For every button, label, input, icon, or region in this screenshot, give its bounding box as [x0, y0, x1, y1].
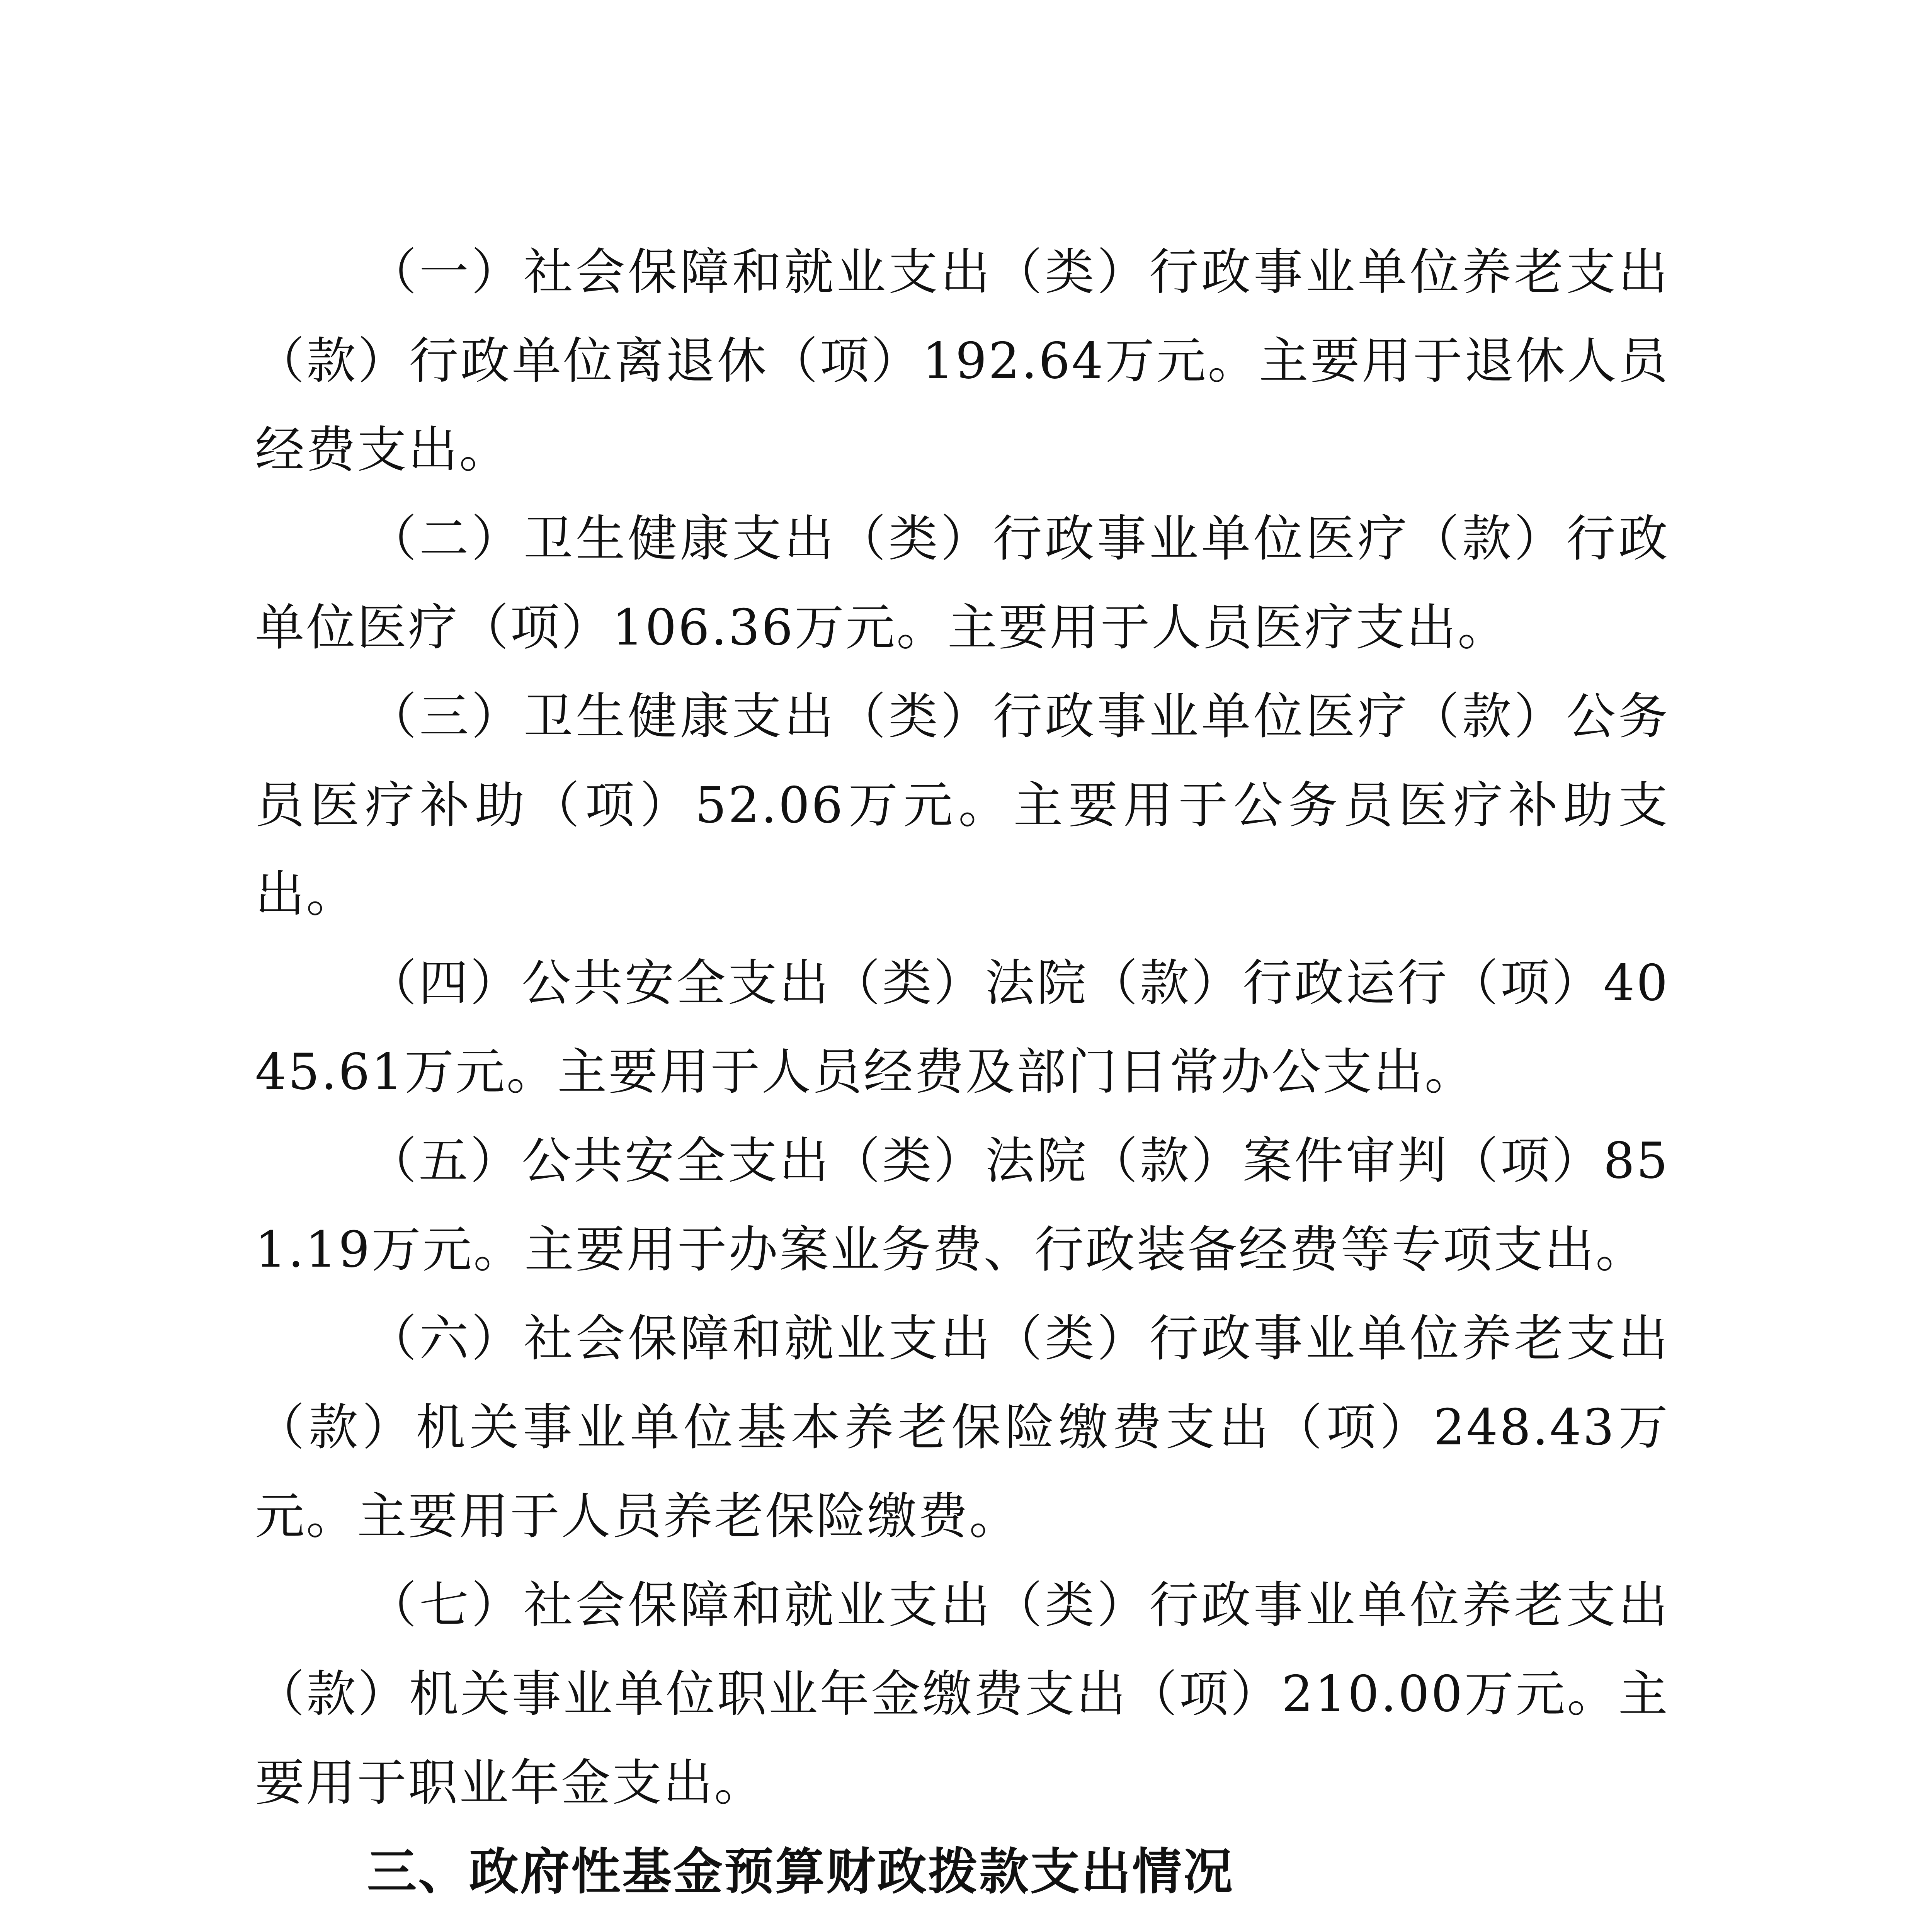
page-body	[255, 228, 1669, 1932]
paragraph-item-5: （五）公共安全支出（类）法院（款）案件审判（项）851.19万元。主要用于办案业务费、行政装备经费等专项支出。	[255, 1132, 1669, 1279]
paragraph-government-fund	[255, 1917, 1669, 1932]
paragraph-item-3: （三）卫生健康支出（类）行政事业单位医疗（款）公务员医疗补助（项）52.06万元。主要用于公务员医疗补助支出。	[255, 688, 1669, 923]
paragraph-item-4: （四）公共安全支出（类）法院（款）行政运行（项）4045.61万元。主要用于人员经费及部门日常办公支出。	[255, 954, 1669, 1101]
paragraph-item-1: （一）社会保障和就业支出（类）行政事业单位养老支出（款）行政单位离退休（项）192.64万元。主要用于退休人员经费支出。	[255, 243, 1669, 479]
section-heading-3: 三、政府性基金预算财政拨款支出情况	[367, 1843, 1235, 1901]
paragraph-item-6: （六）社会保障和就业支出（类）行政事业单位养老支出（款）机关事业单位基本养老保险缴费支出（项）248.43万元。主要用于人员养老保险缴费。	[255, 1310, 1669, 1545]
paragraph-item-7: （七）社会保障和就业支出（类）行政事业单位养老支出（款）机关事业单位职业年金缴费支出（项）210.00万元。主要用于职业年金支出。	[255, 1577, 1669, 1812]
paragraph-item-2: （二）卫生健康支出（类）行政事业单位医疗（款）行政单位医疗（项）106.36万元。主要用于人员医疗支出。	[255, 510, 1669, 656]
